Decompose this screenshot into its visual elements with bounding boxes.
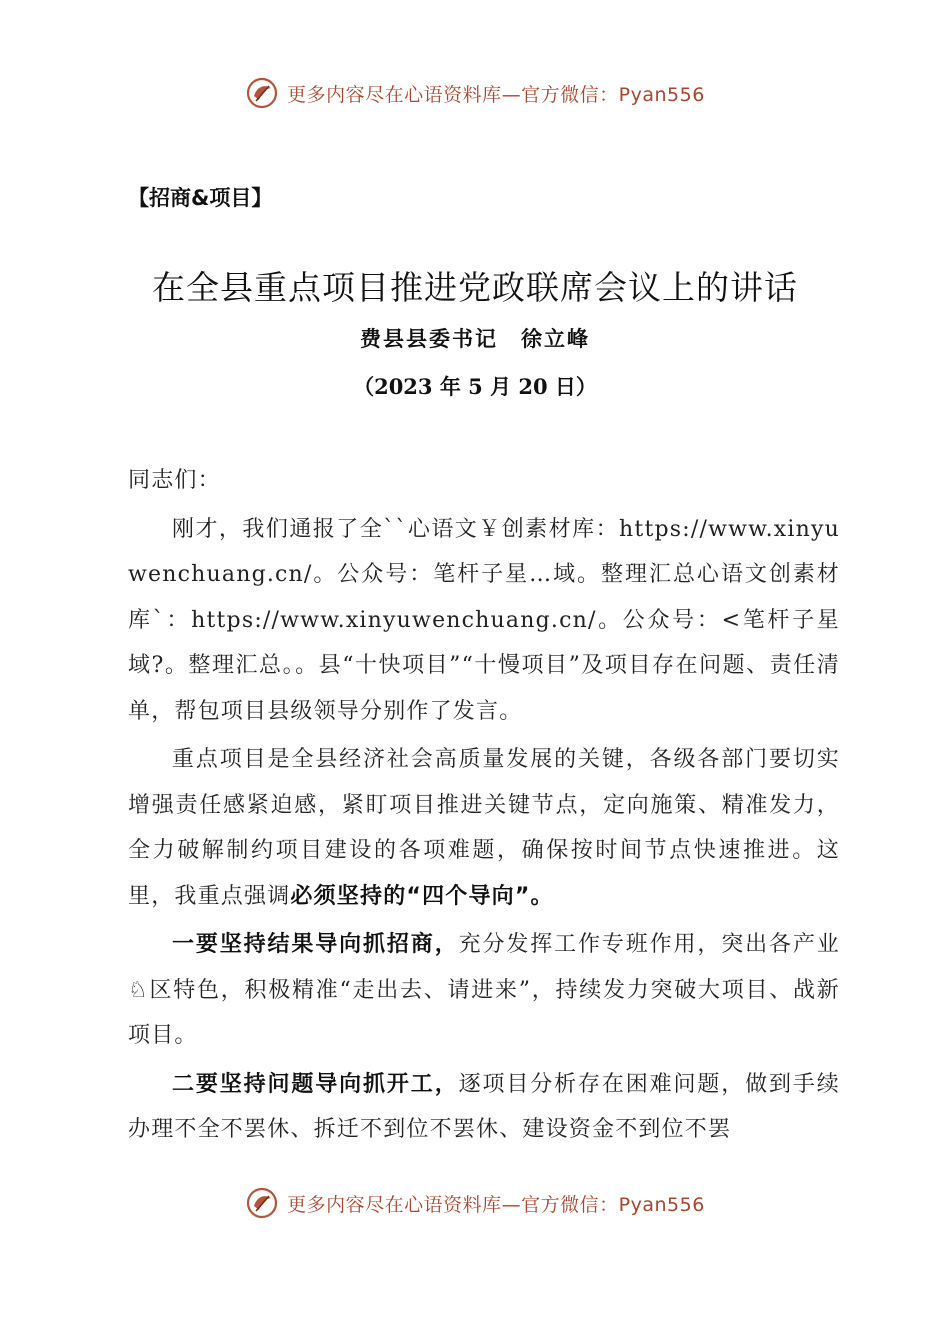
banner-text	[287, 80, 705, 107]
page-title: 在全县重点项目推进党政联席会议上的讲话	[152, 268, 798, 307]
paragraph-3-lead: 一要坚持结果导向抓招商，	[172, 932, 459, 957]
paragraph-2-emphasis: 必须坚持的“四个导向”。	[290, 883, 554, 909]
banner-wechat: 官方微信：Pyan556	[521, 1193, 705, 1216]
paragraph-1: 刚才，我们通报了全``心语文￥创素材库：https://www.xinyuwenchuang.cn/。公众号：笔杆子星…域。整理汇总心语文创素材库`：https://www.xinyuwenchuang.cn/。公众号：<笔杆子星域?。整理汇总。。县“十快项目”“十慢项目”及项目存在问题、责任清单，帮包项目县级领导分别作了发言。	[128, 516, 840, 724]
speech-body	[128, 458, 840, 1153]
banner-title: 更多内容尽在心语资料库	[287, 83, 502, 106]
author-line: 费县县委书记 徐立峰	[360, 326, 590, 351]
paragraph-3	[128, 922, 840, 1059]
paragraph-3-text: 充分发挥工作专班作用，突出各产业♘区特色，积极精准“走出去、请进来”，持续发力突破大项目、战新项目。	[128, 932, 840, 1048]
paragraph-2	[128, 737, 840, 919]
category-tag: 【招商&项目】	[128, 186, 273, 210]
brand-logo-icon	[245, 76, 279, 110]
banner-text	[287, 1190, 705, 1217]
header-banner	[0, 73, 950, 113]
greeting: 同志们：	[128, 468, 221, 493]
brand-logo-icon	[245, 1186, 279, 1220]
paragraph-4-lead: 二要坚持问题导向抓开工，	[172, 1071, 459, 1097]
banner-title: 更多内容尽在心语资料库	[287, 1193, 502, 1216]
banner-separator: —	[501, 83, 522, 106]
date-line: （2023 年 5 月 20 日）	[353, 374, 597, 399]
paragraph-2-text: 重点项目是全县经济社会高质量发展的关键，各级各部门要切实增强责任感紧迫感，紧盯项目推进关键节点，定向施策、精准发力，全力破解制约项目建设的各项难题，确保按时间节点快速推进。这里，我重点强调	[128, 747, 840, 909]
footer-banner	[0, 1183, 950, 1223]
paragraph-4-text: 逐项目分析存在困难问题，做到手续办理不全不罢休、拆迁不到位不罢休、建设资金不到位不罢	[128, 1071, 840, 1142]
banner-separator: —	[501, 1193, 522, 1216]
paragraph-4	[128, 1062, 840, 1153]
banner-wechat: 官方微信：Pyan556	[521, 83, 705, 106]
